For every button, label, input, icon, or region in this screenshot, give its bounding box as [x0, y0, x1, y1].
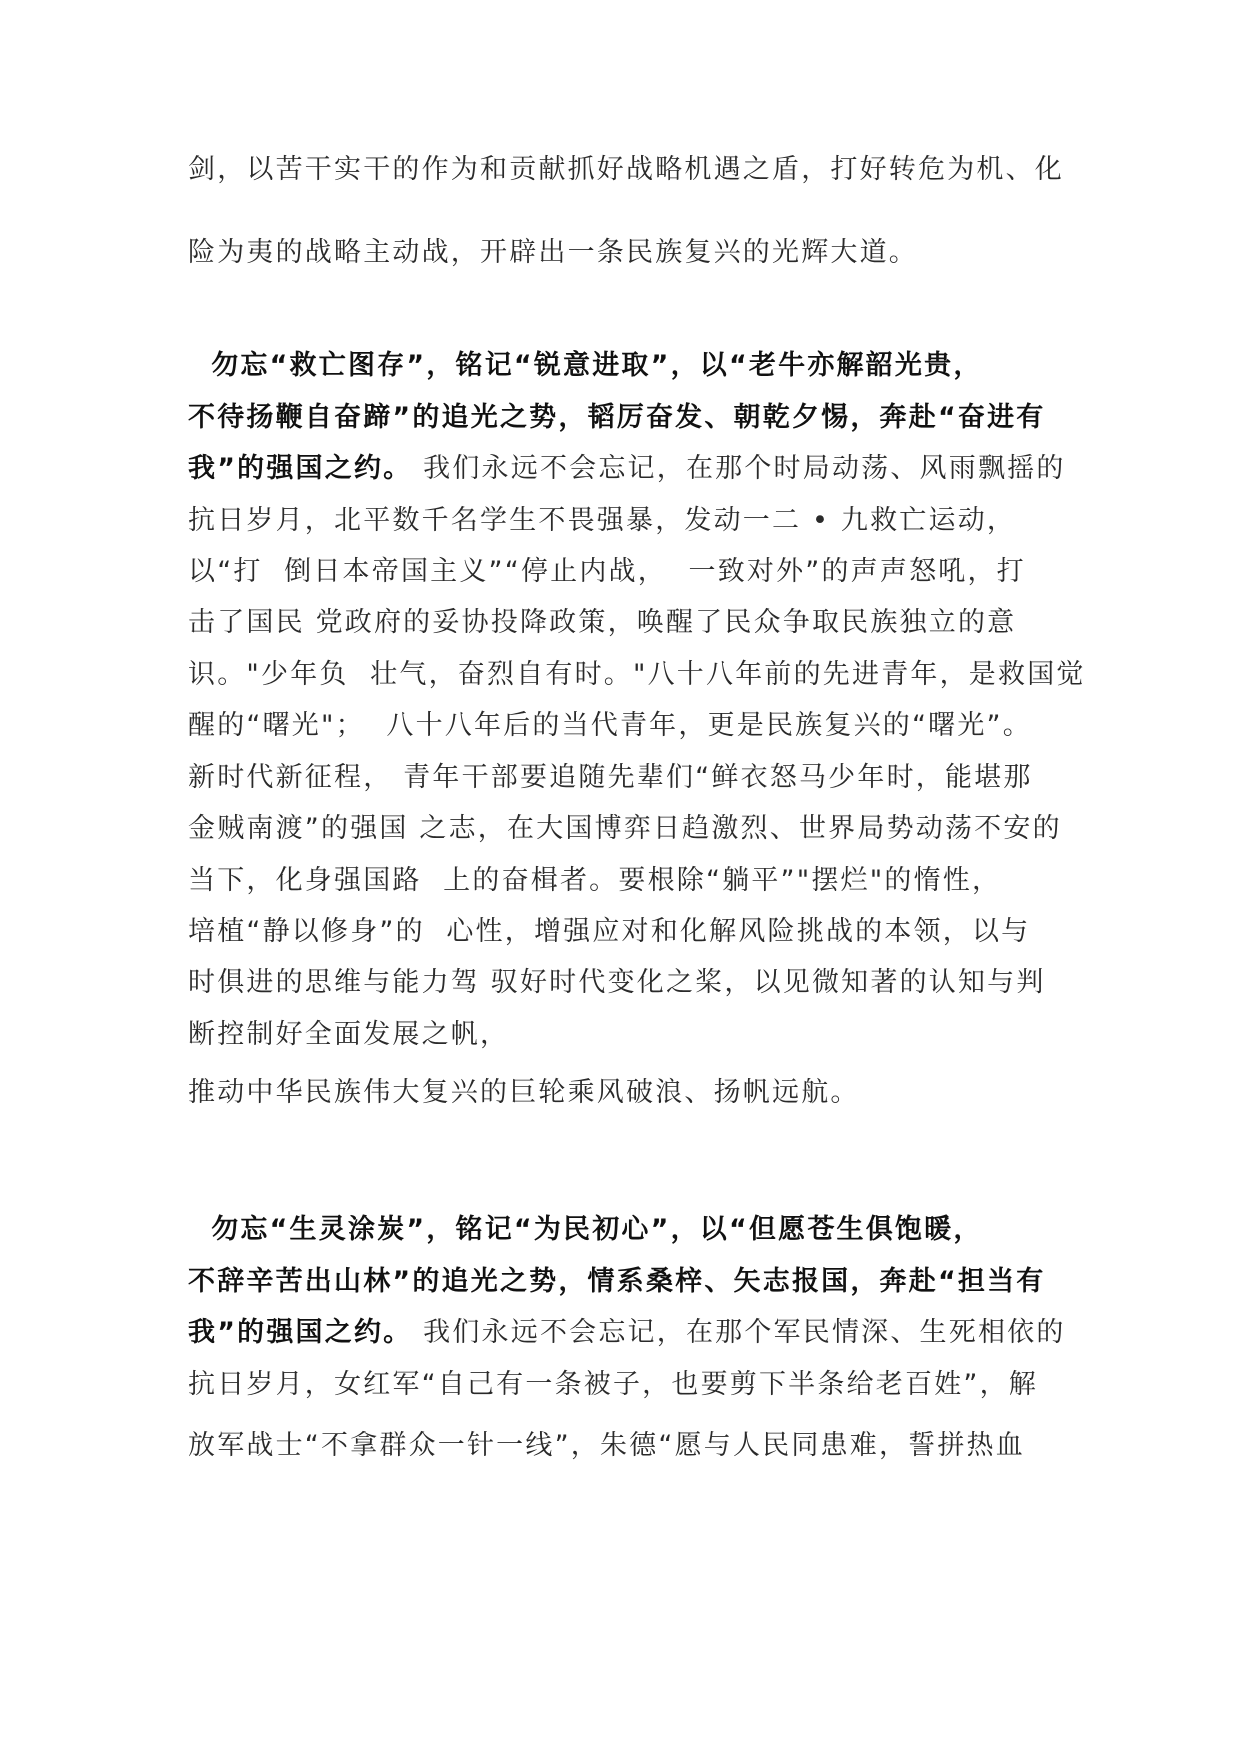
paragraph-line: 以“打 倒日本帝国主义”“停止内战， 一致对外”的声声怒吼，打	[188, 556, 1026, 587]
paragraph-line: 剑，以苦干实干的作为和贡献抓好战略机遇之盾，打好转危为机、化	[188, 154, 1064, 185]
paragraph-line: 当下，化身强国路 上的奋楫者。要根除“躺平”"摆烂"的惰性，	[188, 865, 1002, 896]
paragraph-line: 抗日岁月，女红军“自己有一条被子，也要剪下半条给老百姓”，解	[188, 1369, 1038, 1400]
paragraph-line: 放军战士“不拿群众一针一线”，朱德“愿与人民同患难，誓拼热血	[188, 1430, 1025, 1461]
mixed-line	[188, 1316, 1066, 1350]
paragraph-line: 时俱进的思维与能力驾 驭好时代变化之桨，以见微知著的认知与判	[188, 967, 1046, 998]
paragraph-line: 推动中华民族伟大复兴的巨轮乘风破浪、扬帆远航。	[188, 1077, 860, 1108]
mixed-line	[188, 452, 1066, 486]
paragraph-line: 新时代新征程， 青年干部要追随先辈们“鲜衣怒马少年时，能堪那	[188, 762, 1033, 793]
paragraph-line: 识。"少年负 壮气，奋烈自有时。"八十八年前的先进青年，是救国觉	[188, 659, 1086, 690]
paragraph-text: 我们永远不会忘记，在那个军民情深、生死相依的	[412, 1317, 1066, 1348]
paragraph-line: 金贼南渡”的强国 之志，在大国博弈日趋激烈、世界局势动荡不安的	[188, 813, 1062, 844]
paragraph-line: 击了国民 党政府的妥协投降政策，唤醒了民众争取民族独立的意	[188, 607, 1017, 638]
paragraph-line: 断控制好全面发展之帆，	[188, 1019, 510, 1050]
paragraph-line: 抗日岁月，北平数千名学生不畏强暴，发动一二 • 九救亡运动，	[188, 505, 1017, 536]
section-heading-line: 勿忘“生灵涂炭”，铭记“为民初心”，以“但愿苍生俱饱暖，	[188, 1214, 983, 1245]
paragraph-line: 险为夷的战略主动战，开辟出一条民族复兴的光辉大道。	[188, 237, 918, 268]
section-heading-line: 不待扬鞭自奋蹄”的追光之势，韬厉奋发、朝乾夕惕，奔赴“奋进有	[188, 402, 1046, 433]
section-heading-tail: 我”的强国之约。	[188, 453, 413, 484]
paragraph-text: 我们永远不会忘记，在那个时局动荡、风雨飘摇的	[412, 453, 1066, 484]
section-heading-tail: 我”的强国之约。	[188, 1317, 413, 1348]
section-heading-line: 勿忘“救亡图存”，铭记“锐意进取”，以“老牛亦解韶光贵，	[188, 350, 983, 381]
paragraph-line: 培植“静以修身”的 心性，增强应对和化解风险挑战的本领，以与	[188, 916, 1031, 947]
paragraph-line: 醒的“曙光"； 八十八年后的当代青年，更是民族复兴的“曙光”。	[188, 710, 1032, 741]
section-heading-line: 不辞辛苦出山林”的追光之势，情系桑梓、矢志报国，奔赴“担当有	[188, 1266, 1046, 1297]
